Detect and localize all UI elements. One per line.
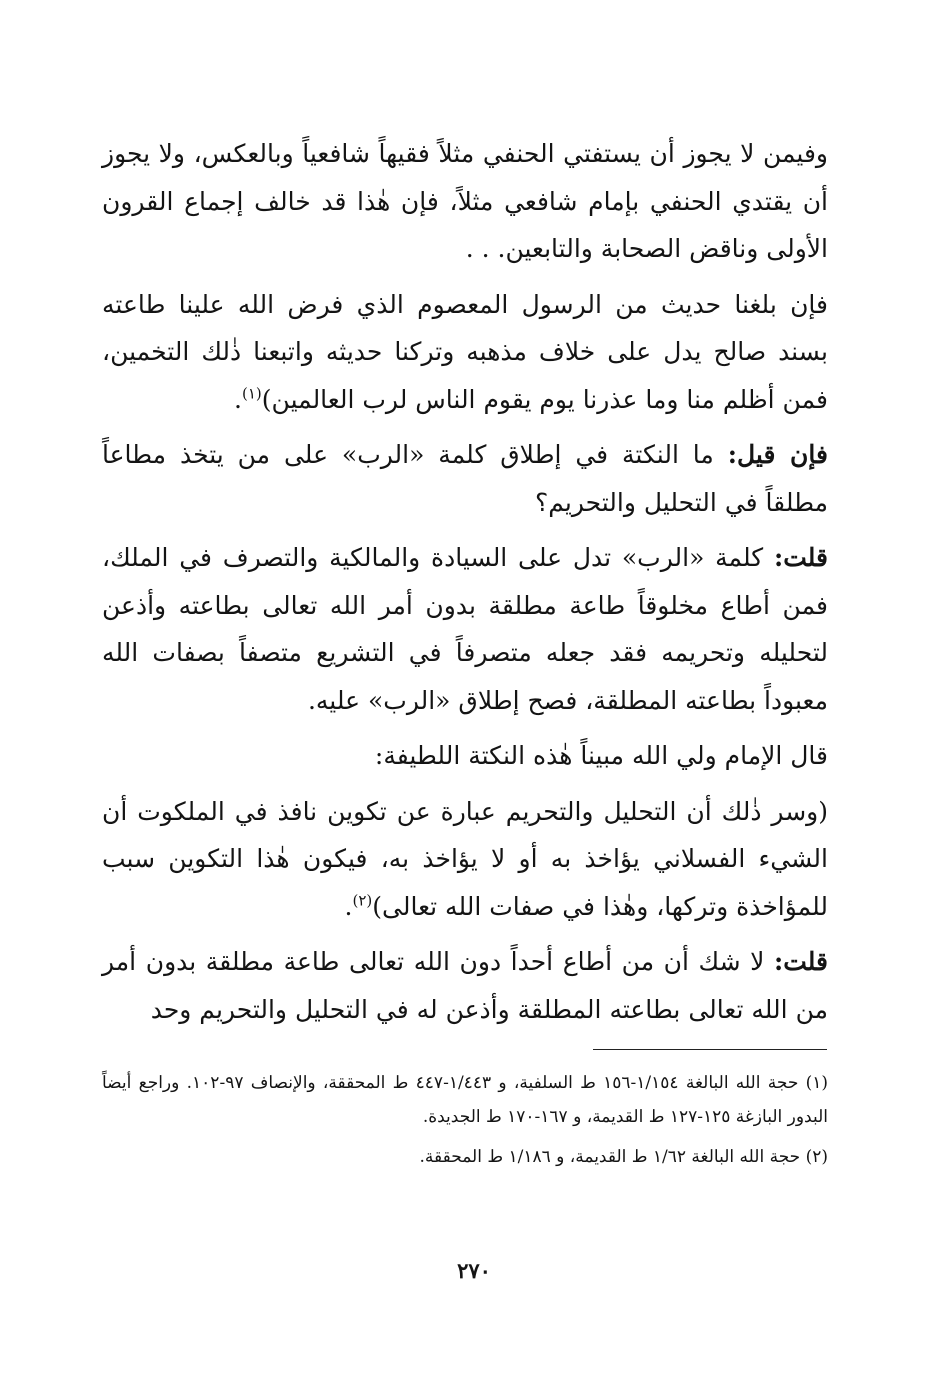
paragraph-3-lead: فإن قيل: (727, 440, 828, 469)
paragraph-3-text: ما النكتة في إطلاق كلمة «الرب» على من يتخذ مطاعاً مطلقاً في التحليل والتحريم؟ (102, 440, 828, 517)
footnote-2: (٢) حجة الله البالغة ١/٦٢ ط القديمة، و ١/١٨٦ ط المحققة. (419, 1147, 828, 1167)
footnotes (102, 1066, 828, 1180)
main-text (102, 130, 828, 1041)
paragraph-7-lead: قلت: (774, 947, 829, 976)
paragraph-2: فإن بلغنا حديث من الرسول المعصوم الذي فرض الله علينا طاعته بسند صالح يدل على خلاف مذهبه وتركنا حديثه واتبعنا ذٰلك التخمين، فمن أظلم منا وما عذرنا يوم يقوم الناس لرب العالمين)$^{(١)}$. (102, 289, 828, 414)
paragraph-6-text: (وسر ذٰلك أن التحليل والتحريم عبارة عن تكوين نافذ في الملكوت أن الشيء الفسلاني يؤاخذ به أو لا يؤاخذ به، فيكون هٰذا التكوين سبب للمؤاخذة وتركها، وهٰذا في صفات الله تعالى) (102, 796, 828, 921)
paragraph-3 (102, 431, 828, 526)
footnote-divider (593, 1049, 827, 1050)
paragraph-6: (وسر ذٰلك أن التحليل والتحريم عبارة عن تكوين نافذ في الملكوت أن الشيء الفسلاني يؤاخذ به أو لا يؤاخذ به، فيكون هٰذا التكوين سبب للمؤاخذة وتركها، وهٰذا في صفات الله تعالى)$^{(٢)}$. (102, 796, 828, 921)
paragraph-5: قال الإمام ولي الله مبيناً هٰذه النكتة اللطيفة: (374, 741, 828, 770)
paragraph-4-text: كلمة «الرب» تدل على السيادة والمالكية والتصرف في الملك، فمن أطاع مخلوقاً طاعة مطلقة بدون أمر الله تعالى بطاعته وأذعن لتحليله وتحريمه فقد جعله متصرفاً في التشريع متصفاً بصفات الله معبوداً بطاعته المطلقة، فصح إطلاق «الرب» عليه. (102, 543, 828, 715)
footnote-ref-2: (٢) (352, 891, 373, 910)
paragraph-7-text: لا شك أن من أطاع أحداً دون الله تعالى طاعة مطلقة بدون أمر من الله تعالى بطاعته المطلقة وأذعن له في التحليل والتحريم وحد (102, 947, 828, 1024)
paragraph-1: وفيمن لا يجوز أن يستفتي الحنفي مثلاً فقيهاً شافعياً وبالعكس، ولا يجوز أن يقتدي الحنفي بإمام شافعي مثلاً، فإن هٰذا قد خالف إجماع القرون الأولى وناقض الصحابة والتابعين. . . (102, 139, 828, 263)
paragraph-2-text: فإن بلغنا حديث من الرسول المعصوم الذي فرض الله علينا طاعته بسند صالح يدل على خلاف مذهبه وتركنا حديثه واتبعنا ذٰلك التخمين، فمن أظلم منا وما عذرنا يوم يقوم الناس لرب العالمين) (102, 289, 828, 414)
paragraph-4 (102, 534, 828, 724)
footnote-ref-1: (١) (242, 384, 262, 403)
paragraph-4-lead: قلت: (773, 543, 828, 572)
footnote-1: (١) حجة الله البالغة ١/١٥٤-١٥٦ ط السلفية، و ١/٤٤٣-٤٤٧ ط المحققة، والإنصاف ٩٧-١٠٢. وراجع أيضاً البدور البازغة ١٢٥-١٢٧ ط القديمة، و ١٦٧-١٧٠ ط الجديدة. (102, 1073, 829, 1127)
page-number: ٢٧٠ (457, 1258, 491, 1283)
paragraph-7 (102, 938, 828, 1033)
